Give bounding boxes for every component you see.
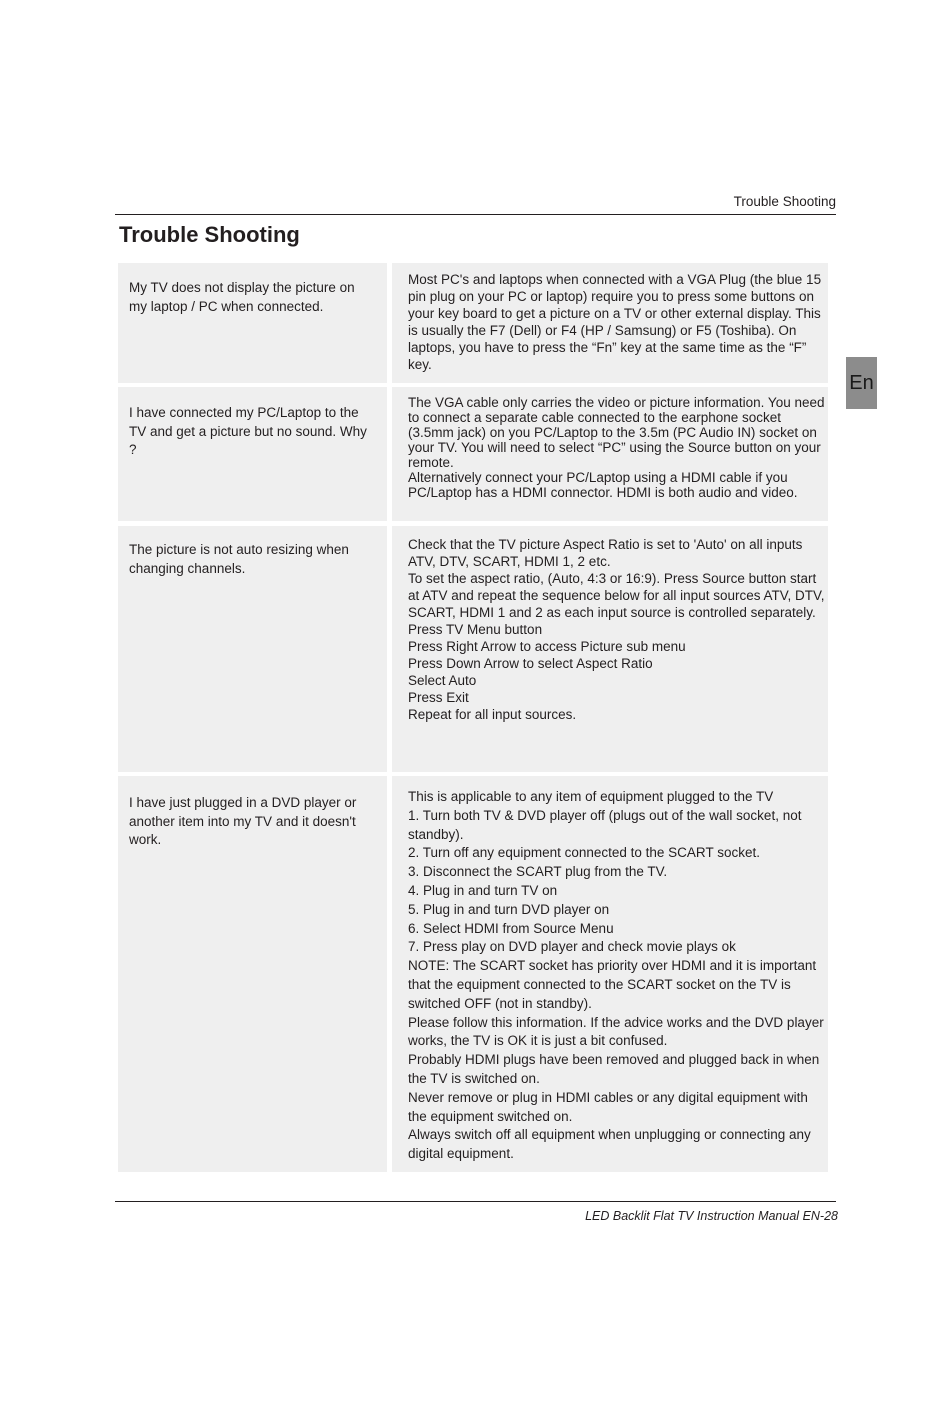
answer-text: Press TV Menu button bbox=[408, 622, 543, 637]
question-cell bbox=[118, 526, 387, 772]
page-title: Trouble Shooting bbox=[119, 222, 300, 247]
answer-text: Press Exit bbox=[408, 690, 469, 705]
answer-text: 4. Plug in and turn TV on bbox=[408, 882, 558, 898]
header-rule bbox=[115, 214, 836, 215]
page-footer bbox=[585, 1209, 838, 1223]
answer-text: Press Down Arrow to select Aspect Ratio bbox=[408, 656, 653, 671]
answer-text: 3. Disconnect the SCART plug from the TV. bbox=[408, 864, 668, 880]
answer-text: Press Right Arrow to access Picture sub menu bbox=[408, 639, 686, 654]
question-text: I have connected my PC/Laptop to the TV and get a picture but no sound. Why ? bbox=[129, 405, 367, 457]
answer-text: NOTE: The SCART socket has priority over HDMI and it is important that the equipment connected to the SCART socket on the TV is switched OFF (not in standby). bbox=[408, 958, 817, 1011]
question-cell bbox=[118, 387, 387, 521]
answer-cell bbox=[392, 263, 828, 383]
answer-text: Check that the TV picture Aspect Ratio is set to 'Auto' on all inputs ATV, DTV, SCART, HDMI 1, 2 etc. bbox=[408, 537, 803, 569]
answer-text: Probably HDMI plugs have been removed and plugged back in when the TV is switched on. bbox=[408, 1052, 820, 1086]
answer-text: 6. Select HDMI from Source Menu bbox=[408, 920, 614, 936]
answer-text: Most PC's and laptops when connected with a VGA Plug (the blue 15 pin plug on your PC or laptop) require you to press some buttons on your key board to get a picture on a TV or other external display. This is usually the F7 (Dell) or F4 (HP / Samsung) or F5 (Toshiba). On laptops, you have to press the “Fn” key at the same time as the “F” key. bbox=[408, 272, 822, 372]
answer-cell bbox=[392, 526, 828, 772]
answer-text: 7. Press play on DVD player and check movie plays ok bbox=[408, 939, 736, 955]
answer-text: 1. Turn both TV & DVD player off (plugs out of the wall socket, not standby). bbox=[408, 807, 802, 842]
answer-text: Alternatively connect your PC/Laptop using a HDMI cable if you PC/Laptop has a HDMI connector. HDMI is both audio and video. bbox=[408, 470, 798, 500]
answer-cell bbox=[392, 387, 828, 521]
language-tab: En bbox=[846, 357, 877, 409]
answer-text: To set the aspect ratio, (Auto, 4:3 or 16:9). Press Source button start at ATV and repeat the sequence below for all input sources ATV, DTV, SCART, HDMI 1 and 2 as each input source is controlled separately. bbox=[408, 571, 825, 620]
question-cell bbox=[118, 263, 387, 383]
answer-text: Never remove or plug in HDMI cables or any digital equipment with the equipment switched on. bbox=[408, 1089, 808, 1124]
answer-text: 2. Turn off any equipment connected to the SCART socket. bbox=[408, 845, 760, 861]
question-text: The picture is not auto resizing when changing channels. bbox=[129, 542, 349, 576]
answer-text: The VGA cable only carries the video or picture information. You need to connect a separate cable connected to the earphone socket (3.5mm jack) on you PC/Laptop to the 3.5m (PC Audio IN) socket on your TV. You will need to select “PC” using the Source button on your remote. bbox=[408, 395, 825, 470]
manual-title: LED Backlit Flat TV Instruction Manual bbox=[585, 1209, 800, 1223]
answer-text: Repeat for all input sources. bbox=[408, 707, 577, 722]
answer-text: Select Auto bbox=[408, 673, 477, 688]
question-cell bbox=[118, 776, 387, 1172]
answer-text: Always switch off all equipment when unplugging or connecting any digital equipment. bbox=[408, 1127, 811, 1162]
question-text: My TV does not display the picture on my laptop / PC when connected. bbox=[129, 280, 355, 314]
answer-text: Please follow this information. If the advice works and the DVD player works, the TV is OK it is just a bit confused. bbox=[408, 1014, 824, 1049]
answer-text: This is applicable to any item of equipment plugged to the TV bbox=[408, 789, 774, 804]
answer-cell bbox=[392, 776, 828, 1172]
answer-text: 5. Plug in and turn DVD player on bbox=[408, 901, 610, 917]
running-header: Trouble Shooting bbox=[733, 194, 836, 209]
question-text: I have just plugged in a DVD player or another item into my TV and it doesn't work. bbox=[129, 795, 357, 847]
page-number: EN-28 bbox=[802, 1209, 838, 1223]
footer-rule bbox=[115, 1201, 836, 1202]
